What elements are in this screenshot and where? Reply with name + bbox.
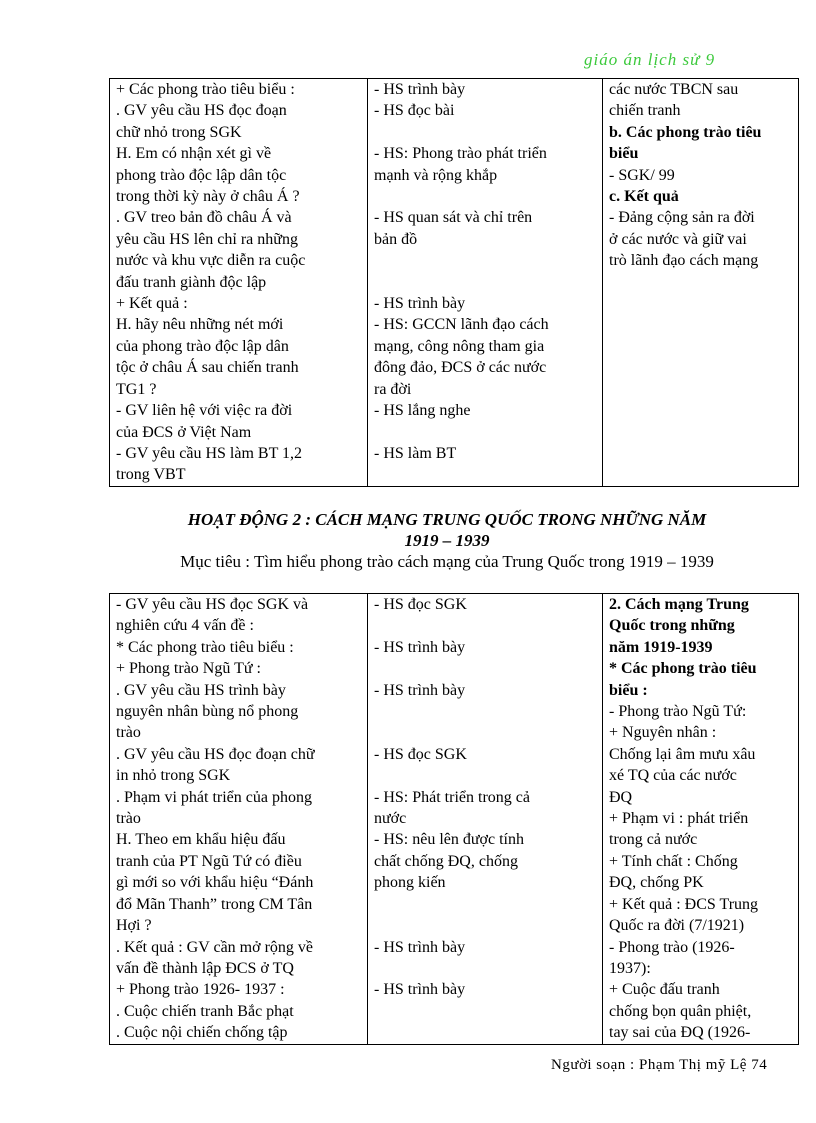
table-line: mạnh và rộng khắp xyxy=(374,166,498,184)
table-line: tranh của PT Ngũ Tứ có điều xyxy=(116,852,302,870)
table-line xyxy=(374,765,596,786)
table-line: + Tính chất : Chống xyxy=(609,852,738,870)
table-line: nước xyxy=(374,810,407,828)
table-line xyxy=(374,1022,596,1043)
table-line: ở các nước và giữ vai xyxy=(609,230,747,248)
table-line xyxy=(374,658,596,679)
table-line: ĐQ xyxy=(609,788,633,806)
table-line xyxy=(374,464,596,485)
table-line xyxy=(374,722,596,743)
table-line: . GV treo bản đồ châu Á và xyxy=(116,209,292,227)
table-line: . Phạm vi phát triển của phong xyxy=(116,788,312,806)
table-line: - HS trình bày xyxy=(374,981,466,999)
table-line: - Phong trào (1926- xyxy=(609,938,735,956)
table-line xyxy=(374,894,596,915)
table-line: trò lãnh đạo cách mạng xyxy=(609,252,759,270)
table2-col1 xyxy=(110,594,368,1045)
table-line: đổ Mãn Thanh” trong CM Tân xyxy=(116,895,313,913)
table-line: bản đồ xyxy=(374,230,418,248)
table-line: . GV yêu cầu HS trình bày xyxy=(116,681,286,699)
table-line: chiến tranh xyxy=(609,102,681,120)
table-line: c. Kết quả xyxy=(609,188,679,206)
table-line: - GV liên hệ với việc ra đời xyxy=(116,402,293,420)
table-line: - HS trình bày xyxy=(374,938,466,956)
table-line: - Phong trào Ngũ Tứ: xyxy=(609,703,747,721)
table-line: - HS đọc SGK xyxy=(374,745,467,763)
table-line: - GV yêu cầu HS làm BT 1,2 xyxy=(116,444,303,462)
header-watermark: giáo án lịch sử 9 xyxy=(584,50,716,69)
table-line: ĐQ, chống PK xyxy=(609,874,704,892)
table-line: phong trào độc lập dân tộc xyxy=(116,166,287,184)
table-line: Quốc trong những xyxy=(609,617,735,635)
table-line xyxy=(374,186,596,207)
table-line: mạng, công nông tham gia xyxy=(374,337,545,355)
table-line: - Đảng cộng sản ra đời xyxy=(609,209,755,227)
table-line: - HS đọc bài xyxy=(374,102,455,120)
table-line: - HS đọc SGK xyxy=(374,596,467,613)
table-line: . Kết quả : GV cần mở rộng về xyxy=(116,938,314,956)
table-line: - HS trình bày xyxy=(374,638,466,656)
table-line xyxy=(374,615,596,636)
table-line: năm 1919-1939 xyxy=(609,638,713,656)
table-line: xé TQ của các nước xyxy=(609,767,737,785)
table-line: H. hãy nêu những nét mới xyxy=(116,316,284,334)
table-line: tộc ở châu Á sau chiến tranh xyxy=(116,359,299,377)
table-line: chống bọn quân phiệt, xyxy=(609,1002,752,1020)
table-line: của phong trào độc lập dân xyxy=(116,337,289,355)
activity-heading: HOẠT ĐỘNG 2 : CÁCH MẠNG TRUNG QUỐC TRONG NHỮNG NĂM xyxy=(187,510,707,529)
table-line: H. Em có nhận xét gì về xyxy=(116,145,272,163)
table-line: - SGK/ 99 xyxy=(609,166,675,184)
table-line: 2. Cách mạng Trung xyxy=(609,596,749,613)
footer-author-page: Người soạn : Phạm Thị mỹ Lệ 74 xyxy=(551,1057,768,1073)
table-line: - HS trình bày xyxy=(374,681,466,699)
table-line xyxy=(374,272,596,293)
table-line: + Phong trào 1926- 1937 : xyxy=(116,981,285,999)
table-line: - HS: GCCN lãnh đạo cách xyxy=(374,316,549,334)
table-line: + Phạm vi : phát triển xyxy=(609,810,749,828)
activity-goal: Mục tiêu : Tìm hiểu phong trào cách mạng của Trung Quốc trong 1919 – 1939 xyxy=(180,552,714,571)
table-line: in nhỏ trong SGK xyxy=(116,767,231,785)
table-line xyxy=(374,701,596,722)
table-line: tay sai của ĐQ (1926- xyxy=(609,1024,751,1042)
table-line: - HS làm BT xyxy=(374,444,457,462)
table2-col2 xyxy=(368,594,603,1045)
table-line: - HS: Phát triển trong cả xyxy=(374,788,530,806)
table-line: trào xyxy=(116,810,141,828)
table-line: vấn đề thành lập ĐCS ở TQ xyxy=(116,959,294,977)
table-line: . Cuộc chiến tranh Bắc phạt xyxy=(116,1002,294,1020)
table-line: ra đời xyxy=(374,380,412,398)
table-line: chữ nhỏ trong SGK xyxy=(116,123,242,141)
table-line: TG1 ? xyxy=(116,380,157,398)
lesson-table-2 xyxy=(109,593,799,1045)
table-line: đấu tranh giành độc lập xyxy=(116,273,267,291)
activity-heading-years: 1919 – 1939 xyxy=(404,531,490,550)
table-line: Chống lại âm mưu xâu xyxy=(609,745,756,763)
table-line: H. Theo em khẩu hiệu đấu xyxy=(116,831,286,849)
table1-col1 xyxy=(110,79,368,487)
table-line: + Nguyên nhân : xyxy=(609,724,717,742)
table-line: trong thời kỳ này ở châu Á ? xyxy=(116,188,300,206)
table-line: - HS trình bày xyxy=(374,295,466,313)
table-line: nguyên nhân bùng nổ phong xyxy=(116,703,299,721)
table-line: - HS lắng nghe xyxy=(374,402,471,420)
table-line xyxy=(374,958,596,979)
table-line: trong cả nước xyxy=(609,831,698,849)
table-line: - HS quan sát và chỉ trên xyxy=(374,209,533,227)
table-line xyxy=(374,250,596,271)
table-line: phong kiến xyxy=(374,874,446,892)
table-line xyxy=(374,122,596,143)
table-line: + Các phong trào tiêu biểu : xyxy=(116,81,295,98)
table-line: biểu : xyxy=(609,681,648,699)
table-line: - HS: Phong trào phát triển xyxy=(374,145,547,163)
table-line xyxy=(374,915,596,936)
table-line xyxy=(374,1001,596,1022)
table-line: nước và khu vực diễn ra cuộc xyxy=(116,252,306,270)
table-line: yêu cầu HS lên chỉ ra những xyxy=(116,230,298,248)
table-line: nghiên cứu 4 vấn đề : xyxy=(116,617,254,635)
table-line: * Các phong trào tiêu xyxy=(609,660,757,678)
table-line: + Cuộc đấu tranh xyxy=(609,981,720,999)
table-line: . Cuộc nội chiến chống tập xyxy=(116,1024,288,1042)
table-line: - HS trình bày xyxy=(374,81,466,98)
table-line: trào xyxy=(116,724,141,742)
table-line xyxy=(374,422,596,443)
lesson-table-1 xyxy=(109,78,799,487)
table-line: đông đảo, ĐCS ở các nước xyxy=(374,359,547,377)
table-line: của ĐCS ở Việt Nam xyxy=(116,423,252,441)
table-line: các nước TBCN sau xyxy=(609,81,739,98)
table-line: . GV yêu cầu HS đọc đoạn chữ xyxy=(116,745,315,763)
table1-col2 xyxy=(368,79,603,487)
table-line: Quốc ra đời (7/1921) xyxy=(609,917,745,935)
table1-col3 xyxy=(603,79,799,487)
table-line: . GV yêu cầu HS đọc đoạn xyxy=(116,102,287,120)
table-line: + Kết quả : xyxy=(116,295,188,313)
table2-col3 xyxy=(603,594,799,1045)
table-line: biểu xyxy=(609,145,639,163)
table-line: gì mới so với khẩu hiệu “Đánh xyxy=(116,874,314,892)
table-line: Hợi ? xyxy=(116,917,152,935)
table-line: + Kết quả : ĐCS Trung xyxy=(609,895,759,913)
table-line: 1937): xyxy=(609,959,651,977)
table-line: b. Các phong trào tiêu xyxy=(609,123,762,141)
table-line: + Phong trào Ngũ Tứ : xyxy=(116,660,261,678)
table-line: chất chống ĐQ, chống xyxy=(374,852,518,870)
table-line: * Các phong trào tiêu biểu : xyxy=(116,638,294,656)
table-line: trong VBT xyxy=(116,466,186,484)
table-line: - GV yêu cầu HS đọc SGK và xyxy=(116,596,309,613)
table-line: - HS: nêu lên được tính xyxy=(374,831,524,849)
